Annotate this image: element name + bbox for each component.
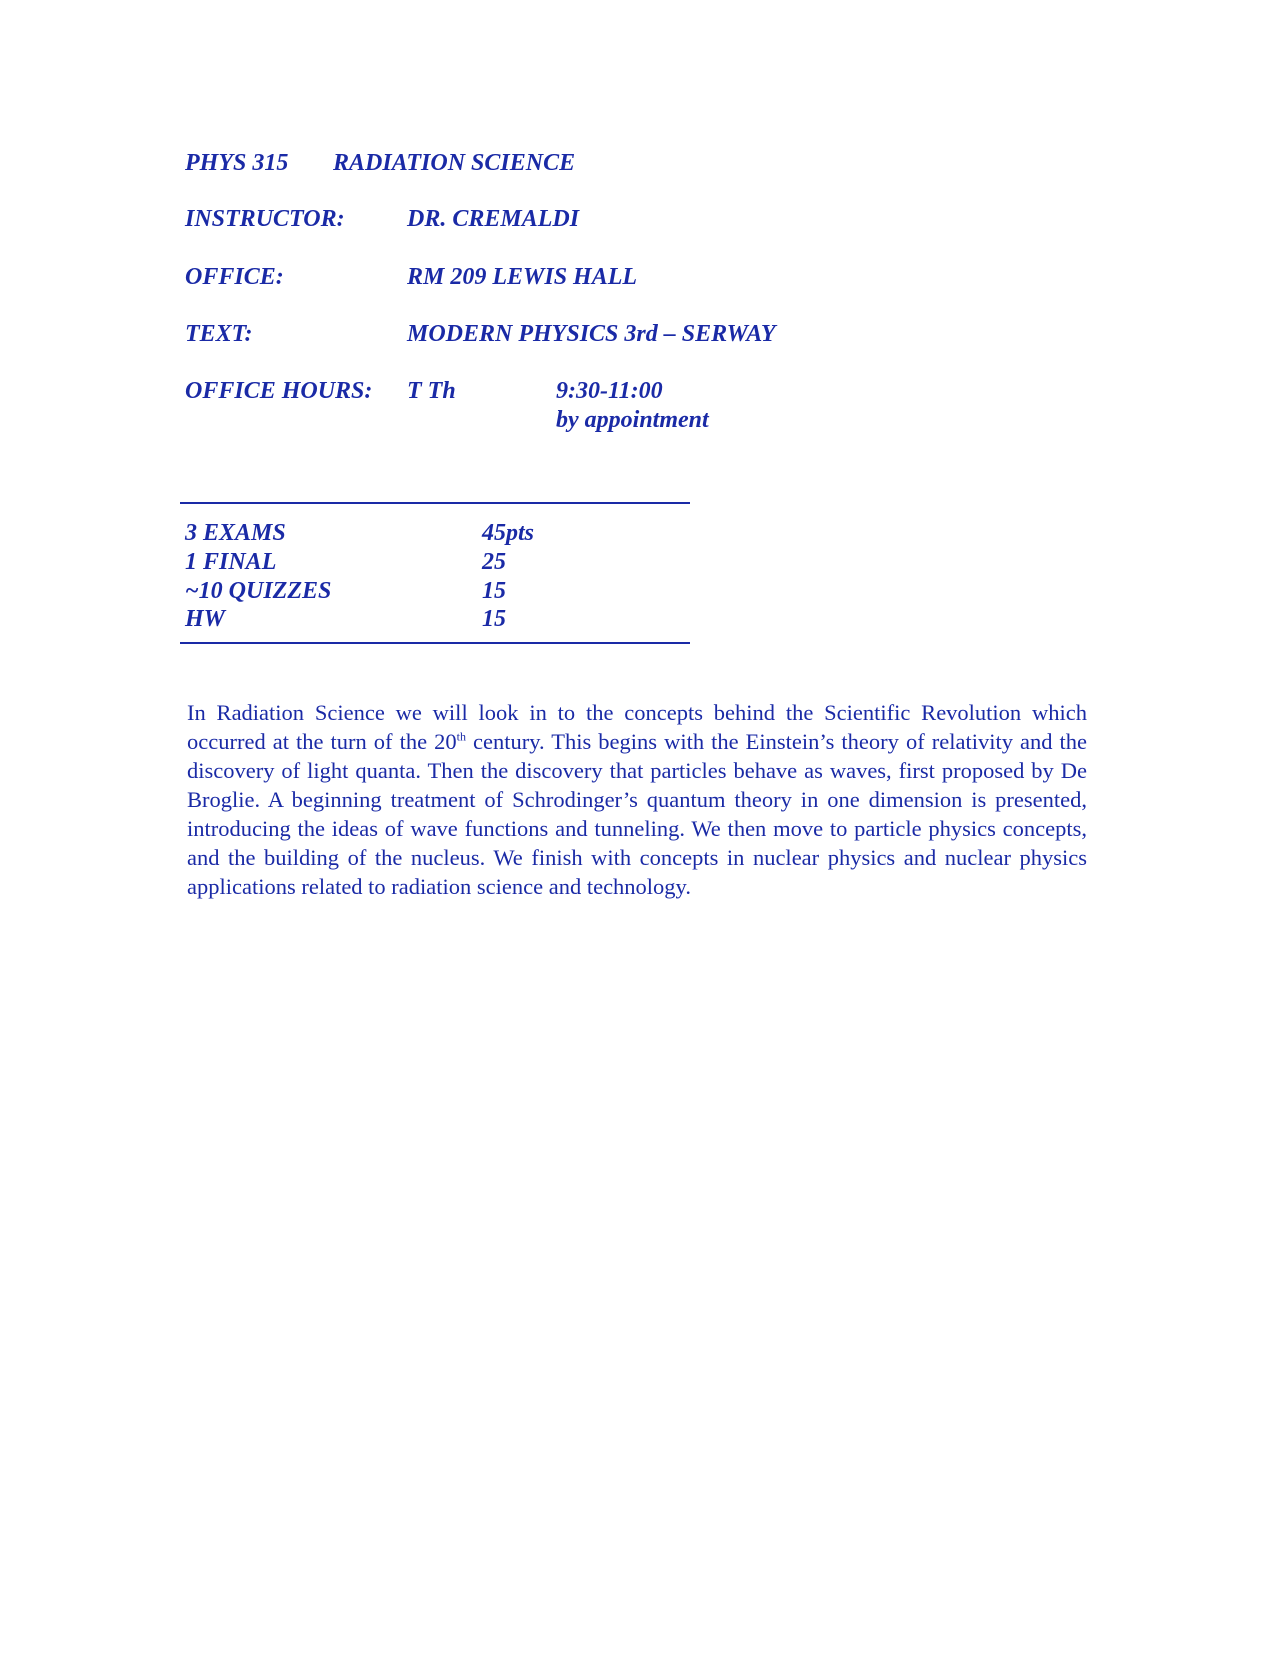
office-hours-days: T Th [407,378,456,404]
description-part-1: In Radiation Science we will look in to the concepts behind the Scientific Revolution which occurred at the turn of the 20 [187,700,1087,754]
course-name: RADIATION SCIENCE [333,150,576,176]
office-hours-label: OFFICE HOURS: [185,378,373,404]
grading-item: ~10 QUIZZES [185,578,332,604]
description-part-2: century. This begins with the Einstein’s theory of relativity and the discovery of light quanta. Then the discovery that particles behave as waves, first proposed by De Broglie. A beginning treatment of Schrodinger’s quantum theory in one dimension is presented, introducing the ideas of wave functions and tunneling. We then move to particle physics concepts, and the building of the nucleus. We finish with concepts in nuclear physics and nuclear physics applications related to radiation science and technology. [187,729,1087,899]
grading-item: 1 FINAL [185,549,277,575]
grading-points: 15 [482,578,506,604]
grading-points: 25 [482,549,506,575]
office-label: OFFICE: [185,264,284,290]
office-value: RM 209 LEWIS HALL [407,264,638,290]
instructor-label: INSTRUCTOR: [185,206,345,232]
course-code: PHYS 315 [185,150,289,176]
grading-points: 45pts [482,520,535,546]
grading-bottom-rule [180,642,690,644]
grading-top-rule [180,502,690,504]
text-label: TEXT: [185,321,253,347]
description-superscript: th [456,729,466,744]
office-hours-time: 9:30-11:00 [556,378,663,404]
office-hours-note: by appointment [556,407,709,433]
text-value: MODERN PHYSICS 3rd – SERWAY [407,321,776,347]
grading-item: 3 EXAMS [185,520,286,546]
grading-points: 15 [482,606,506,632]
instructor-value: DR. CREMALDI [407,206,580,232]
course-description [187,698,1087,901]
grading-item: HW [185,606,226,632]
